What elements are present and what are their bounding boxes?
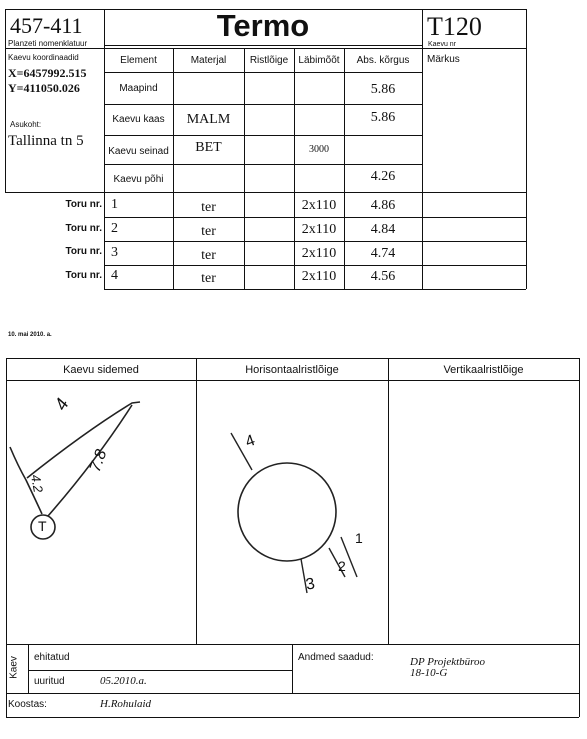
table-row-diameter: 3000 <box>309 144 329 155</box>
table-row-element: Kaevu seinad <box>108 146 169 157</box>
pipe-material: ter <box>201 224 216 239</box>
measured-value: 05.2010.a. <box>100 675 147 687</box>
hand-label-well: T <box>38 518 47 534</box>
pipe-diameter: 2x110 <box>301 222 337 237</box>
pipe-material: ter <box>201 248 216 263</box>
hand-label-right: 7.8 <box>86 447 111 475</box>
col-header-section: Ristlõige <box>249 54 289 66</box>
document-date: 10. mai 2010. a. <box>8 332 52 338</box>
source-line-1: DP Projektbüroo <box>410 656 486 668</box>
horizontal-section-sketch <box>197 381 387 643</box>
connections-sketch <box>6 381 196 643</box>
pipe-label: Toru nr. <box>65 199 102 210</box>
col-header-element: Element <box>120 54 157 66</box>
pipe-label: Toru nr. <box>65 223 102 234</box>
pipe-height: 4.74 <box>370 246 396 261</box>
well-cross-section-circle <box>238 463 336 561</box>
hand-label-left: 4.2 <box>28 473 46 494</box>
pipe-number: 3 <box>111 245 118 260</box>
connection-line-top <box>27 402 140 478</box>
table-row-height: 5.86 <box>370 109 396 125</box>
page-title: Termo <box>216 8 310 43</box>
table-row-height: 4.26 <box>370 169 396 184</box>
col-header-material: Materjal <box>190 54 227 66</box>
col-header-note: Märkus <box>427 54 460 65</box>
pipe-diameter: 2x110 <box>301 269 337 284</box>
coord-y: Y=411050.026 <box>8 81 80 95</box>
coords-label: Kaevu koordinaadid <box>8 53 79 62</box>
plan-number: 457-411 <box>10 13 83 38</box>
location-value: Tallinna tn 5 <box>8 133 84 149</box>
col-header-height: Abs. kõrgus <box>356 54 410 66</box>
pipe-label: Toru nr. <box>65 246 102 257</box>
coord-x: X=6457992.515 <box>8 66 87 80</box>
built-label: ehitatud <box>34 652 70 663</box>
pipe-number: 2 <box>111 221 118 236</box>
pipe-label: Toru nr. <box>65 270 102 281</box>
pipe-height: 4.84 <box>370 222 396 237</box>
location-label: Asukoht: <box>10 120 42 129</box>
author-label: Koostas: <box>8 699 47 710</box>
pipe-height: 4.86 <box>370 198 396 213</box>
header-vertical-section: Vertikaalristlõige <box>443 364 524 376</box>
table-row-element: Kaevu põhi <box>113 173 164 185</box>
author-value: H.Rohulaid <box>100 698 152 710</box>
hand-label-pipe-1: 1 <box>355 530 363 546</box>
pipe-material: ter <box>201 271 216 286</box>
pipe-number: 4 <box>111 268 118 283</box>
col-header-diameter: Läbimõõt <box>298 54 340 66</box>
table-row-material: BET <box>195 139 222 155</box>
hand-label-pipe-4: 4 <box>243 432 258 452</box>
pipe-diameter: 2x110 <box>301 246 337 261</box>
pipe-diameter: 2x110 <box>301 198 337 213</box>
table-row-element: Maapind <box>119 82 158 94</box>
measured-label: uuritud <box>34 676 65 687</box>
source-label: Andmed saadud: <box>298 652 374 663</box>
well-caption: Kaevu nr <box>428 41 457 48</box>
well-id: T120 <box>427 12 482 41</box>
table-row-material: MALM <box>186 111 231 127</box>
hand-label-top: 4 <box>50 394 73 414</box>
hand-label-pipe-2: 2 <box>338 558 346 574</box>
pipe-material: ter <box>201 200 216 215</box>
pipe-number: 1 <box>111 197 118 212</box>
hand-label-pipe-3: 3 <box>304 575 317 594</box>
header-connections: Kaevu sidemed <box>63 364 139 376</box>
pipe-height: 4.56 <box>370 269 396 284</box>
plan-caption: Planzeti nomenklatuur <box>8 39 88 48</box>
source-line-2: 18-10-G <box>410 667 448 679</box>
header-horizontal-section: Horisontaalristlõige <box>245 364 339 376</box>
table-row-height: 5.86 <box>370 82 396 97</box>
footer-side-label: Kaev <box>8 656 20 679</box>
table-row-element: Kaevu kaas <box>112 114 165 125</box>
